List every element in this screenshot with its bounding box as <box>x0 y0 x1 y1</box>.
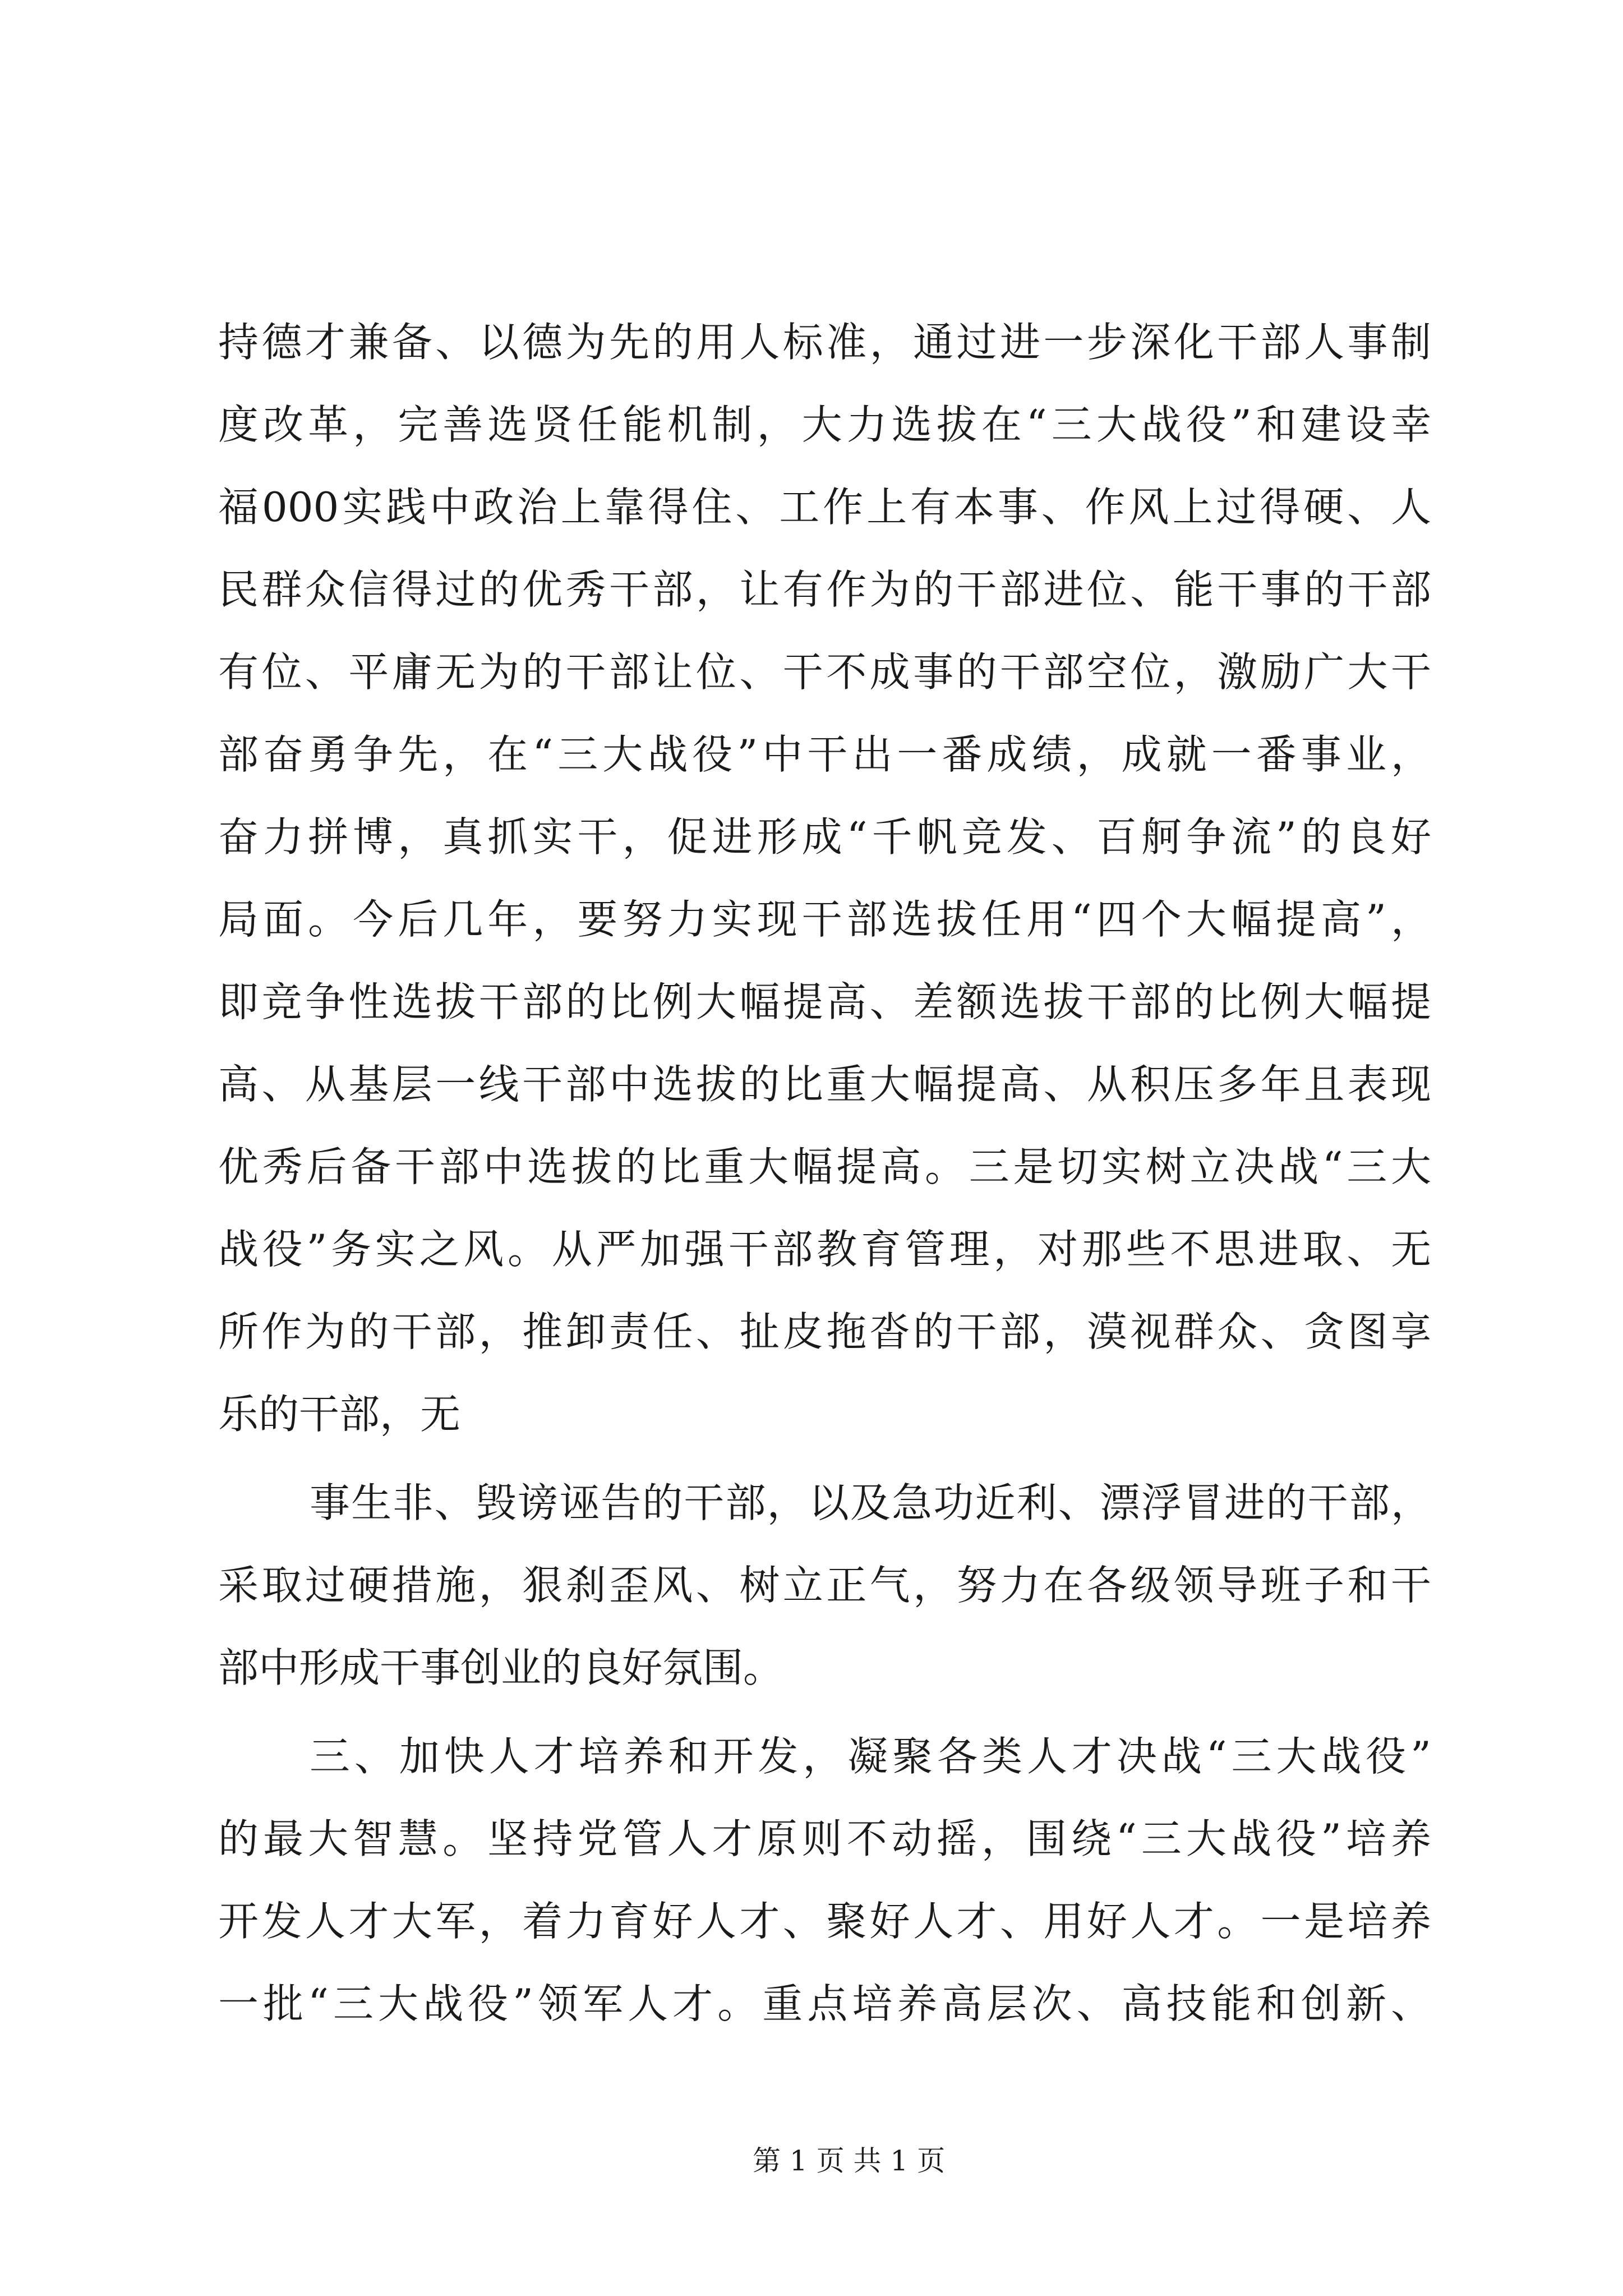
page-number-label: 第 1 页 共 1 页 <box>753 2145 946 2177</box>
text-line: 采取过硬措施，狠刹歪风、树立正气，努力在各级领导班子和干 <box>218 1562 1431 1609</box>
paragraph-2 <box>218 1462 1431 1709</box>
text-line: 局面。今后几年，要努力实现干部选拔任用“四个大幅提高”， <box>218 896 1431 943</box>
text-line: 优秀后备干部中选拔的比重大幅提高。三是切实树立决战“三大 <box>218 1143 1431 1190</box>
text-line: 民群众信得过的优秀干部，让有作为的干部进位、能干事的干部 <box>218 566 1431 613</box>
page-footer <box>753 2144 945 2178</box>
text-line: 部中形成干事创业的良好氛围。 <box>218 1644 784 1691</box>
text-line: 度改革，完善选贤任能机制，大力选拔在“三大战役”和建设幸 <box>218 401 1431 448</box>
text-line: 所作为的干部，推卸责任、扯皮拖沓的干部，漠视群众、贪图享 <box>218 1308 1431 1355</box>
text-line: 一批“三大战役”领军人才。重点培养高层次、高技能和创新、 <box>218 1980 1431 2027</box>
paragraph-1 <box>218 301 1431 1456</box>
text-line: 的最大智慧。坚持党管人才原则不动摇，围绕“三大战役”培养 <box>218 1815 1431 1862</box>
text-line: 乐的干部，无 <box>218 1391 461 1438</box>
paragraph-3 <box>218 1715 1431 2045</box>
text-line: 部奋勇争先，在“三大战役”中干出一番成绩，成就一番事业， <box>218 731 1431 778</box>
text-line: 持德才兼备、以德为先的用人标准，通过进一步深化干部人事制 <box>218 319 1431 366</box>
text-line: 开发人才大军，着力育好人才、聚好人才、用好人才。一是培养 <box>218 1898 1431 1945</box>
text-line: 高、从基层一线干部中选拔的比重大幅提高、从积压多年且表现 <box>218 1061 1431 1108</box>
text-line: 即竞争性选拔干部的比例大幅提高、差额选拔干部的比例大幅提 <box>218 978 1431 1025</box>
text-line: 三、加快人才培养和开发，凝聚各类人才决战“三大战役” <box>310 1733 1431 1780</box>
text-line: 战役”务实之风。从严加强干部教育管理，对那些不思进取、无 <box>218 1226 1431 1273</box>
text-line: 有位、平庸无为的干部让位、干不成事的干部空位，激励广大干 <box>218 648 1431 696</box>
body-text <box>218 301 1431 2045</box>
text-line: 事生非、毁谤诬告的干部，以及急功近利、漂浮冒进的干部， <box>310 1479 1431 1526</box>
text-line: 福000实践中政治上靠得住、工作上有本事、作风上过得硬、人 <box>218 484 1431 531</box>
text-line: 奋力拼博，真抓实干，促进形成“千帆竞发、百舸争流”的良好 <box>218 813 1431 861</box>
